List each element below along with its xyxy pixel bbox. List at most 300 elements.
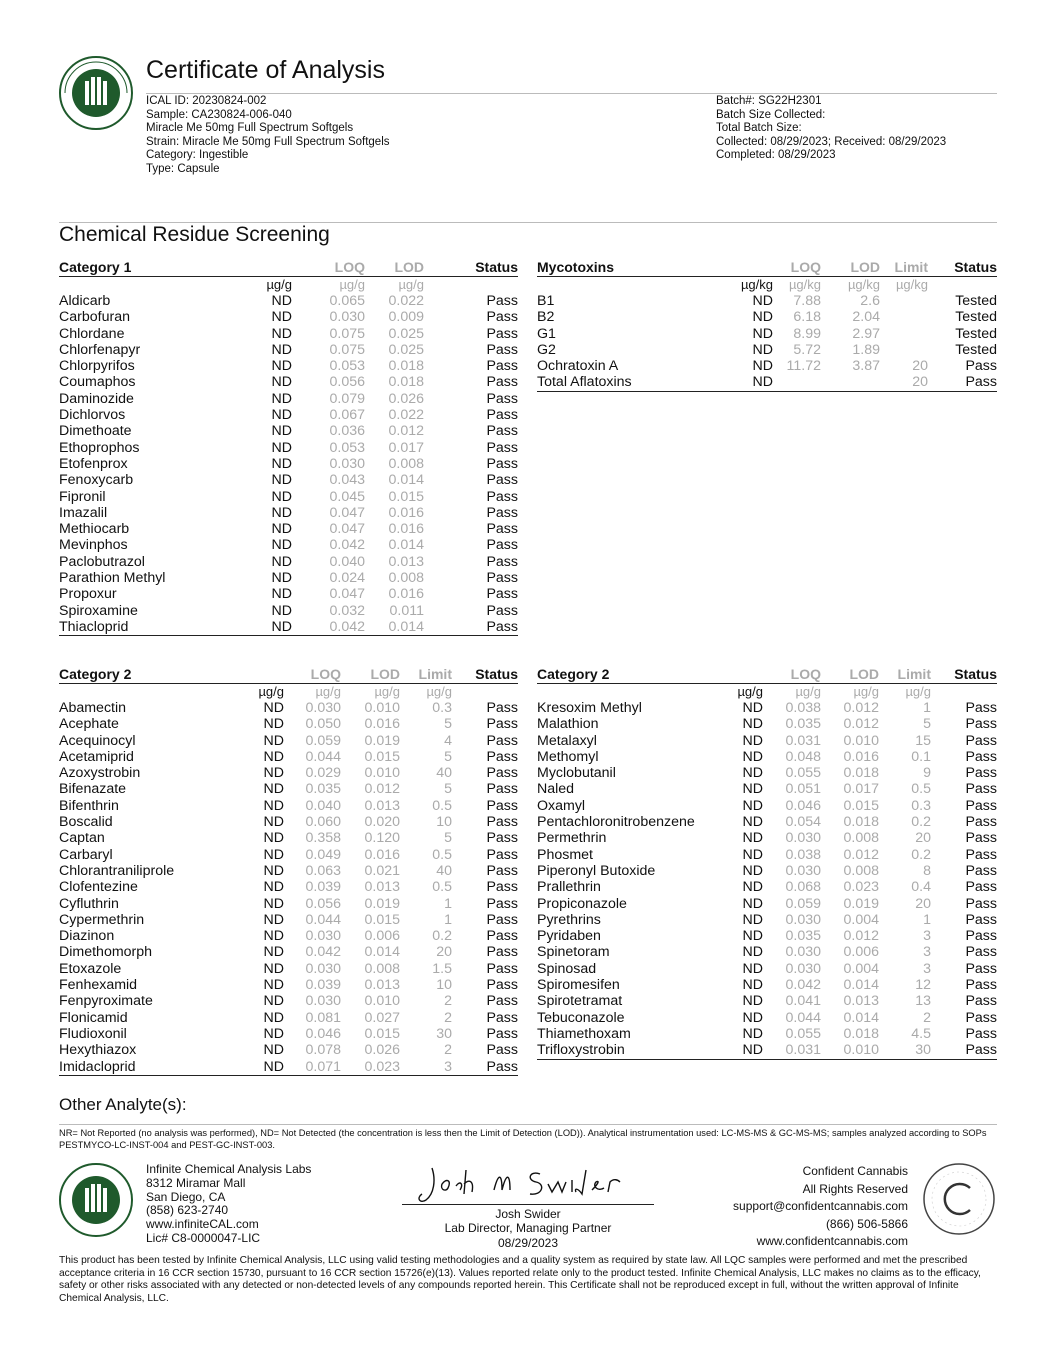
lod-value: 0.016 (364, 846, 400, 863)
unit-label: µg/kg (788, 277, 821, 292)
loq-value: 0.358 (305, 830, 341, 847)
meta-line: Type: Capsule (146, 162, 220, 175)
analyte-name: G1 (537, 325, 556, 342)
lod-value: 0.018 (843, 814, 879, 831)
table-row (59, 1010, 518, 1026)
table-row (537, 977, 997, 993)
limit-value: 30 (879, 1042, 931, 1059)
signature-icon (402, 1160, 654, 1204)
loq-value: 0.053 (329, 358, 365, 375)
result-value: ND (271, 309, 292, 326)
analyte-name: Carbofuran (59, 309, 130, 326)
table-row (537, 912, 997, 928)
table-row (59, 863, 518, 879)
table-row (59, 342, 518, 358)
loq-value: 0.049 (305, 846, 341, 863)
status-value: Tested (955, 293, 997, 309)
column-header-lod: LOD (821, 665, 879, 684)
lod-value: 0.014 (843, 977, 879, 994)
cc-name: Confident Cannabis (802, 1164, 908, 1178)
meta-line: Batch#: SG22H2301 (716, 95, 822, 107)
table-row (59, 961, 518, 977)
table-title: Category 2 (537, 665, 717, 684)
status-value: Pass (965, 911, 997, 928)
status-value: Pass (965, 977, 997, 994)
result-value: ND (263, 960, 284, 977)
result-value: ND (271, 521, 292, 538)
limit-value: 0.1 (911, 748, 931, 765)
result-value: ND (271, 374, 292, 391)
analyte-name: Oxamyl (537, 797, 586, 814)
section-title: Chemical Residue Screening (59, 223, 330, 246)
lod-value: 0.022 (388, 407, 424, 424)
analyte-name: Spiroxamine (59, 602, 138, 619)
column-header-loq: LOQ (284, 665, 341, 684)
loq-value: 0.075 (329, 341, 365, 358)
status-value: Pass (486, 293, 518, 309)
loq-value: 0.030 (305, 993, 341, 1010)
limit-value (880, 293, 928, 309)
lod-value: 0.015 (843, 797, 879, 814)
lod-value: 0.004 (843, 911, 879, 928)
analyte-name: Parathion Methyl (59, 570, 166, 587)
result-value: ND (263, 1009, 284, 1026)
limit-value: 20 (912, 358, 928, 375)
batch-info (716, 95, 946, 163)
lod-value: 0.016 (843, 748, 879, 765)
lab-phone: (858) 623-2740 (146, 1203, 229, 1218)
result-value: ND (742, 944, 763, 961)
lab-website[interactable]: www.infiniteCAL.com (146, 1217, 259, 1232)
lod-value: 0.013 (843, 993, 879, 1010)
loq-value: 0.030 (305, 700, 341, 716)
loq-value: 0.042 (305, 944, 341, 961)
limit-value: 0.2 (911, 846, 931, 863)
result-value: ND (263, 765, 284, 782)
analyte-name: Fenoxycarb (59, 472, 134, 489)
meta-line: Category: Ingestible (146, 149, 249, 162)
lod-value: 0.009 (388, 309, 424, 326)
status-value: Pass (486, 521, 518, 538)
analyte-name: Abamectin (59, 700, 127, 716)
result-value: ND (271, 325, 292, 342)
column-header-status: Status (931, 665, 997, 684)
limit-value: 0.2 (432, 928, 452, 945)
table-row (59, 505, 518, 521)
limit-value: 30 (436, 1025, 452, 1042)
analyte-name: Imidacloprid (59, 1059, 229, 1076)
result-value: ND (263, 928, 284, 945)
loq-value: 0.046 (785, 797, 821, 814)
limit-value: 20 (915, 830, 931, 847)
cc-website[interactable]: www.confidentcannabis.com (756, 1234, 908, 1249)
table-row (59, 554, 518, 570)
limit-value: 8 (923, 862, 931, 879)
loq-value: 0.038 (785, 700, 821, 716)
status-value: Pass (486, 472, 518, 489)
lod-value: 0.013 (364, 797, 400, 814)
lod-value: 0.022 (388, 293, 424, 309)
unit-label: µg/kg (740, 277, 773, 292)
lod-value: 0.014 (365, 619, 424, 636)
lod-value: 0.019 (364, 732, 400, 749)
table-row (59, 847, 518, 863)
table-row (59, 716, 518, 732)
table-row (537, 781, 997, 797)
lod-value: 0.011 (389, 602, 424, 619)
status-value: Pass (486, 455, 518, 472)
loq-value: 0.047 (329, 521, 365, 538)
result-value: ND (271, 537, 292, 554)
table-row (59, 1026, 518, 1042)
loq-value: 0.050 (305, 716, 341, 733)
lod-value: 0.010 (843, 732, 879, 749)
analyte-name: Spirotetramat (537, 993, 623, 1010)
analyte-name: Cypermethrin (59, 911, 145, 928)
result-value: ND (742, 879, 763, 896)
signer-block (402, 1207, 654, 1250)
table-title: Mycotoxins (537, 258, 717, 277)
signature-line (402, 1204, 654, 1205)
loq-value: 0.031 (763, 1042, 821, 1059)
lab-contact (146, 1163, 311, 1246)
result-value: ND (263, 977, 284, 994)
unit-label: µg/kg (847, 277, 880, 292)
limit-value: 4.5 (911, 1025, 931, 1042)
lod-value: 0.019 (843, 895, 879, 912)
units-spacer (537, 277, 717, 294)
units-spacer (424, 277, 518, 294)
limit-value: 0.5 (432, 846, 452, 863)
column-header-status: Status (424, 258, 518, 277)
limit-value: 5 (923, 716, 931, 733)
table-row (537, 879, 997, 895)
analyte-name: Piperonyl Butoxide (537, 862, 656, 879)
limit-value: 5 (444, 748, 452, 765)
status-value: Pass (965, 846, 997, 863)
analyte-name: Fenhexamid (59, 977, 138, 994)
units-spacer (931, 684, 997, 701)
lod-value: 0.016 (388, 504, 424, 521)
result-value: ND (263, 748, 284, 765)
table-row (537, 716, 997, 732)
result-value: ND (271, 504, 292, 521)
meta-line: Miracle Me 50mg Full Spectrum Softgels (146, 122, 354, 135)
column-header-status: Status (928, 258, 997, 277)
lod-value: 0.008 (364, 960, 400, 977)
lod-value: 0.016 (364, 716, 400, 733)
result-value: ND (271, 423, 292, 440)
analyte-name: Spinosad (537, 960, 597, 977)
meta-line: Total Batch Size: (716, 122, 802, 135)
analyte-name: Coumaphos (59, 374, 136, 391)
analyte-name: Dichlorvos (59, 407, 126, 424)
analyte-name: Flonicamid (59, 1009, 128, 1026)
loq-value: 0.040 (329, 553, 365, 570)
loq-value: 0.030 (305, 960, 341, 977)
table-row (59, 423, 518, 439)
analyte-name: Acetamiprid (59, 748, 134, 765)
analyte-name: Dimethomorph (59, 944, 153, 961)
status-value: Pass (965, 944, 997, 961)
result-value: ND (742, 765, 763, 782)
table-row (537, 309, 997, 325)
lod-value: 0.012 (843, 846, 879, 863)
loq-value: 0.047 (329, 586, 365, 603)
result-value: ND (263, 830, 284, 847)
status-value: Pass (486, 748, 518, 765)
lod-value: 2.6 (860, 293, 880, 309)
analyte-name: Etofenprox (59, 455, 128, 472)
status-value: Pass (965, 781, 997, 798)
analyte-name: Tebuconazole (537, 1009, 625, 1026)
analyte-name: Myclobutanil (537, 765, 616, 782)
loq-value: 0.059 (305, 732, 341, 749)
status-value: Pass (486, 895, 518, 912)
analyte-name: Chlorpyrifos (59, 358, 135, 375)
loq-value: 0.043 (329, 472, 365, 489)
column-header-lod: LOD (365, 258, 424, 277)
lod-value: 0.014 (388, 472, 424, 489)
analyte-name: Ochratoxin A (537, 358, 619, 375)
table-row (59, 374, 518, 390)
analyte-name: Trifloxystrobin (537, 1042, 717, 1059)
loq-value (773, 374, 821, 391)
lod-value: 0.010 (364, 765, 400, 782)
limit-value: 0.3 (911, 797, 931, 814)
loq-value: 0.046 (305, 1025, 341, 1042)
status-value: Pass (965, 716, 997, 733)
result-value: ND (271, 390, 292, 407)
loq-value: 8.99 (793, 325, 821, 342)
analyte-name: Pyridaben (537, 928, 601, 945)
result-value: ND (742, 960, 763, 977)
status-value: Pass (486, 944, 518, 961)
result-value: ND (752, 325, 773, 342)
analyte-name: Imazalil (59, 504, 108, 521)
loq-value: 5.72 (793, 341, 821, 358)
limit-value: 0.4 (911, 879, 931, 896)
status-value: Pass (928, 374, 997, 391)
table-row (59, 603, 518, 619)
lod-value: 0.020 (364, 814, 400, 831)
loq-value: 0.055 (785, 1025, 821, 1042)
loq-value: 0.039 (305, 879, 341, 896)
signer-title: Lab Director, Managing Partner (444, 1221, 612, 1236)
table-row (59, 521, 518, 537)
lod-value: 0.013 (364, 879, 400, 896)
status-value: Pass (486, 586, 518, 603)
lod-value: 0.016 (388, 521, 424, 538)
status-value: Pass (486, 846, 518, 863)
table-row (59, 440, 518, 456)
lod-value: 0.013 (388, 553, 424, 570)
table-row (537, 928, 997, 944)
status-value: Pass (486, 537, 518, 554)
cc-email[interactable]: support@confidentcannabis.com (733, 1199, 908, 1214)
status-value: Pass (965, 748, 997, 765)
status-value: Pass (486, 309, 518, 326)
lod-value: 0.006 (843, 944, 879, 961)
lod-value: 0.012 (364, 781, 400, 798)
lod-value: 0.120 (364, 830, 400, 847)
lod-value: 2.04 (852, 309, 880, 326)
analyte-name: Fipronil (59, 488, 106, 505)
result-value: ND (742, 1025, 763, 1042)
analyte-name: Paclobutrazol (59, 553, 145, 570)
table-row (537, 765, 997, 781)
unit-label: µg/g (339, 277, 365, 292)
result-value: ND (263, 797, 284, 814)
result-value: ND (742, 862, 763, 879)
table-row (59, 993, 518, 1009)
analyte-name: Propiconazole (537, 895, 627, 912)
footer-divider (59, 1124, 997, 1125)
table-row (59, 830, 518, 846)
result-value: ND (742, 1009, 763, 1026)
table-row (537, 993, 997, 1009)
status-value: Pass (965, 814, 997, 831)
analyte-name: Hexythiazox (59, 1042, 137, 1059)
analyte-name: Spinetoram (537, 944, 610, 961)
limit-value: 12 (915, 977, 931, 994)
limit-value (880, 326, 928, 342)
loq-value: 0.056 (329, 374, 365, 391)
analyte-name: Chlorantraniliprole (59, 862, 175, 879)
table-row (59, 489, 518, 505)
result-value: ND (752, 293, 773, 309)
lod-value: 0.023 (341, 1059, 400, 1076)
table-row (537, 863, 997, 879)
meta-line: Batch Size Collected: (716, 108, 826, 121)
analyte-name: Malathion (537, 716, 599, 733)
loq-value: 0.081 (305, 1009, 341, 1026)
result-value: ND (263, 862, 284, 879)
limit-value: 5 (444, 716, 452, 733)
analyte-name: Kresoxim Methyl (537, 700, 642, 716)
table-row (537, 749, 997, 765)
analyte-name: Boscalid (59, 814, 113, 831)
result-value: ND (271, 407, 292, 424)
result-value: ND (752, 358, 773, 375)
limit-value: 2 (444, 1009, 452, 1026)
lod-value: 0.017 (843, 781, 879, 798)
loq-value: 0.035 (785, 928, 821, 945)
lod-value: 1.89 (852, 341, 880, 358)
analyte-name: Pentachloronitrobenzene (537, 814, 695, 831)
table-row (537, 847, 997, 863)
lod-value: 0.015 (364, 911, 400, 928)
result-header-cell (214, 258, 292, 277)
limit-value: 0.5 (911, 781, 931, 798)
column-header-limit: Limit (879, 665, 931, 684)
status-value: Pass (965, 797, 997, 814)
analyte-name: Methiocarb (59, 521, 130, 538)
table-row (537, 814, 997, 830)
status-value: Pass (486, 911, 518, 928)
lod-value: 0.016 (388, 586, 424, 603)
status-value: Tested (955, 341, 997, 358)
lod-value: 0.006 (364, 928, 400, 945)
result-value: ND (263, 814, 284, 831)
status-value: Pass (486, 928, 518, 945)
column-header-limit: Limit (880, 258, 928, 277)
limit-value: 13 (915, 993, 931, 1010)
result-value: ND (263, 700, 284, 716)
loq-value: 0.029 (305, 765, 341, 782)
loq-value: 0.042 (785, 977, 821, 994)
result-value: ND (271, 570, 292, 587)
column-header-limit: Limit (400, 665, 452, 684)
status-value: Pass (486, 879, 518, 896)
status-value: Pass (486, 488, 518, 505)
loq-value: 0.030 (785, 960, 821, 977)
status-value: Pass (486, 553, 518, 570)
status-value: Pass (486, 830, 518, 847)
loq-value: 0.054 (785, 814, 821, 831)
table-row (59, 1059, 518, 1076)
lod-value: 0.018 (388, 358, 424, 375)
status-value: Pass (486, 797, 518, 814)
status-value: Pass (965, 895, 997, 912)
status-value: Pass (424, 619, 518, 636)
result-value: ND (263, 732, 284, 749)
status-value: Pass (965, 830, 997, 847)
status-value: Pass (486, 814, 518, 831)
limit-value: 10 (436, 814, 452, 831)
limit-value: 20 (436, 944, 452, 961)
table-row (59, 749, 518, 765)
analyte-name: B2 (537, 309, 555, 326)
limit-value: 2 (923, 1009, 931, 1026)
result-header-cell (229, 665, 284, 684)
loq-value: 0.067 (329, 407, 365, 424)
analyte-name: Thiamethoxam (537, 1025, 631, 1042)
table-row (59, 879, 518, 895)
category-2-table-left (59, 665, 518, 1076)
result-value: ND (271, 358, 292, 375)
analyte-name: Captan (59, 830, 105, 847)
loq-value: 0.045 (329, 488, 365, 505)
unit-label: µg/g (737, 684, 763, 699)
table-row (537, 358, 997, 374)
units-spacer (59, 684, 229, 701)
limit-value: 5 (444, 830, 452, 847)
analyte-name: Dimethoate (59, 423, 132, 440)
lod-value: 0.012 (388, 423, 424, 440)
table-row (537, 798, 997, 814)
loq-value: 0.079 (329, 390, 365, 407)
status-value: Pass (486, 732, 518, 749)
analyte-name: G2 (537, 341, 556, 358)
table-row (59, 781, 518, 797)
loq-value: 0.047 (329, 504, 365, 521)
lab-name: Infinite Chemical Analysis Labs (146, 1162, 312, 1176)
table-row (59, 896, 518, 912)
lod-value: 0.015 (388, 488, 424, 505)
result-value: ND (263, 911, 284, 928)
result-value: ND (742, 716, 763, 733)
loq-value: 0.041 (785, 993, 821, 1010)
lab-logo-icon (59, 56, 133, 130)
table-row (59, 358, 518, 374)
analyte-name: Permethrin (537, 830, 607, 847)
table-row (59, 798, 518, 814)
result-value: ND (742, 748, 763, 765)
analyte-name: Aldicarb (59, 293, 111, 309)
status-value: Pass (486, 765, 518, 782)
lod-value: 0.010 (364, 993, 400, 1010)
